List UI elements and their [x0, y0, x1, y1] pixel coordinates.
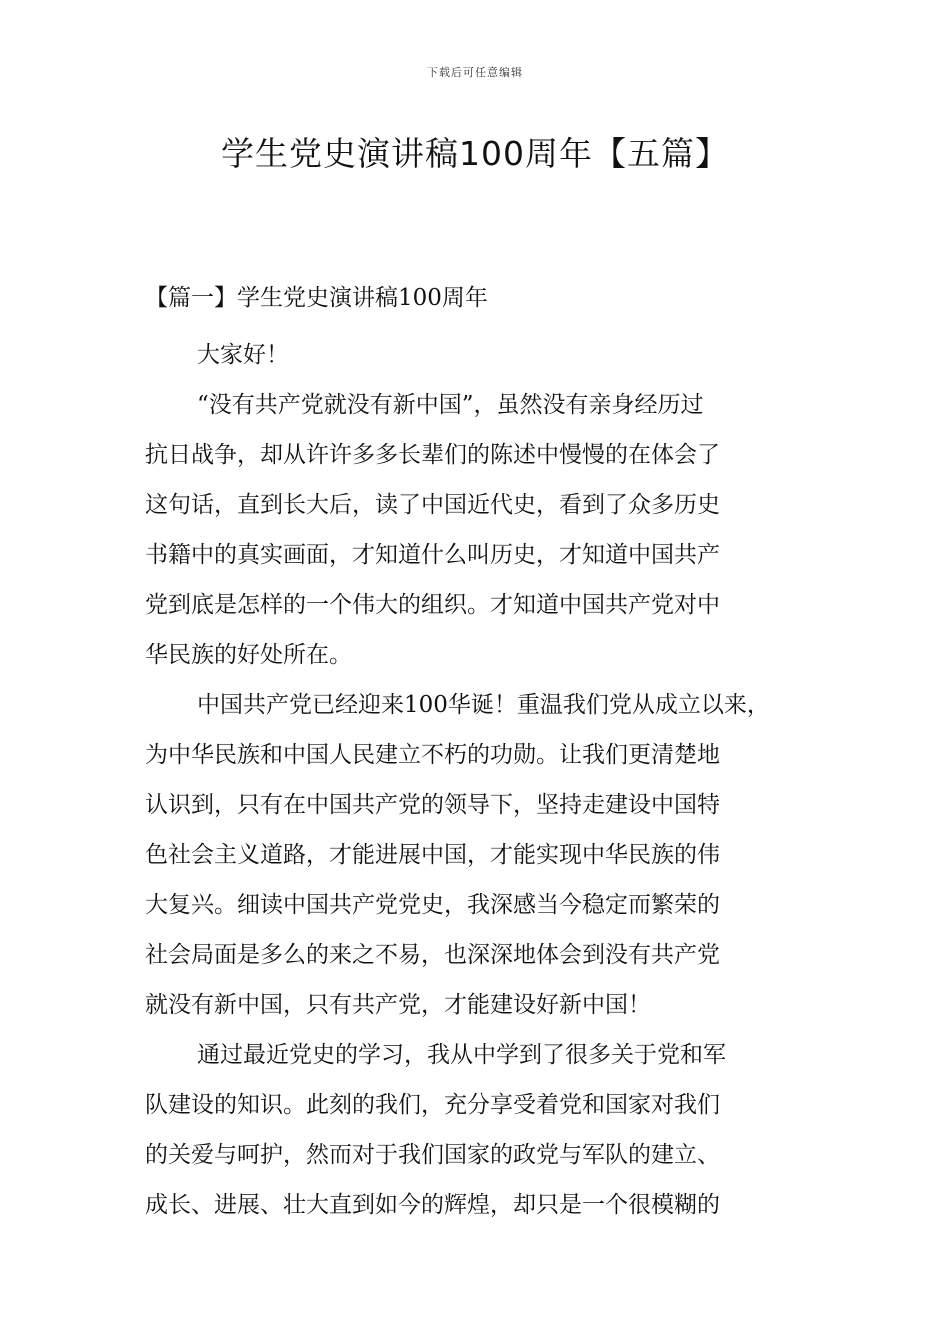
- paragraph-line: 队建设的知识。此刻的我们，充分享受着党和国家对我们: [145, 1092, 720, 1118]
- paragraph-line: 的关爱与呵护，然而对于我们国家的政党与军队的建立、: [145, 1142, 720, 1168]
- paragraph-line: 大家好！: [197, 342, 289, 368]
- paragraph-line: 这句话，直到长大后，读了中国近代史，看到了众多历史: [145, 492, 720, 518]
- paragraph-line: 色社会主义道路，才能进展中国，才能实现中华民族的伟: [145, 842, 720, 868]
- paragraph-line: 抗日战争，却从许许多多长辈们的陈述中慢慢的在体会了: [145, 442, 720, 468]
- paragraph-line: 通过最近党史的学习，我从中学到了很多关于党和军: [197, 1042, 726, 1068]
- paragraph-1: [145, 380, 835, 680]
- paragraph-line: 就没有新中国，只有共产党，才能建设好新中国！: [145, 992, 651, 1018]
- paragraph-line: 为中华民族和中国人民建立不朽的功勋。让我们更清楚地: [145, 742, 720, 768]
- paragraph-line: 党到底是怎样的一个伟大的组织。才知道中国共产党对中: [145, 592, 720, 618]
- paragraph-3: [145, 1030, 835, 1230]
- paragraph-line: 大复兴。细读中国共产党党史，我深感当今稳定而繁荣的: [145, 892, 720, 918]
- paragraph-line: 中国共产党已经迎来100华诞！重温我们党从成立以来，: [197, 692, 770, 718]
- paragraph-line: 认识到，只有在中国共产党的领导下，坚持走建设中国特: [145, 792, 720, 818]
- paragraph-line: 社会局面是多么的来之不易，也深深地体会到没有共产党: [145, 942, 720, 968]
- document-body: [145, 280, 835, 1230]
- paragraph-line: “没有共产党就没有新中国”，虽然没有亲身经历过: [197, 392, 704, 418]
- header-note: 下载后可任意编辑: [427, 66, 523, 79]
- paragraph-line: 华民族的好处所在。: [145, 642, 352, 668]
- paragraph-greeting: [145, 330, 835, 380]
- paragraph-line: 书籍中的真实画面，才知道什么叫历史，才知道中国共产: [145, 542, 720, 568]
- section-heading: 【篇一】学生党史演讲稿100周年: [145, 285, 488, 311]
- paragraph-2: [145, 680, 835, 1030]
- document-title: 学生党史演讲稿100周年【五篇】: [221, 134, 729, 173]
- paragraph-line: 成长、进展、壮大直到如今的辉煌，却只是一个很模糊的: [145, 1192, 720, 1218]
